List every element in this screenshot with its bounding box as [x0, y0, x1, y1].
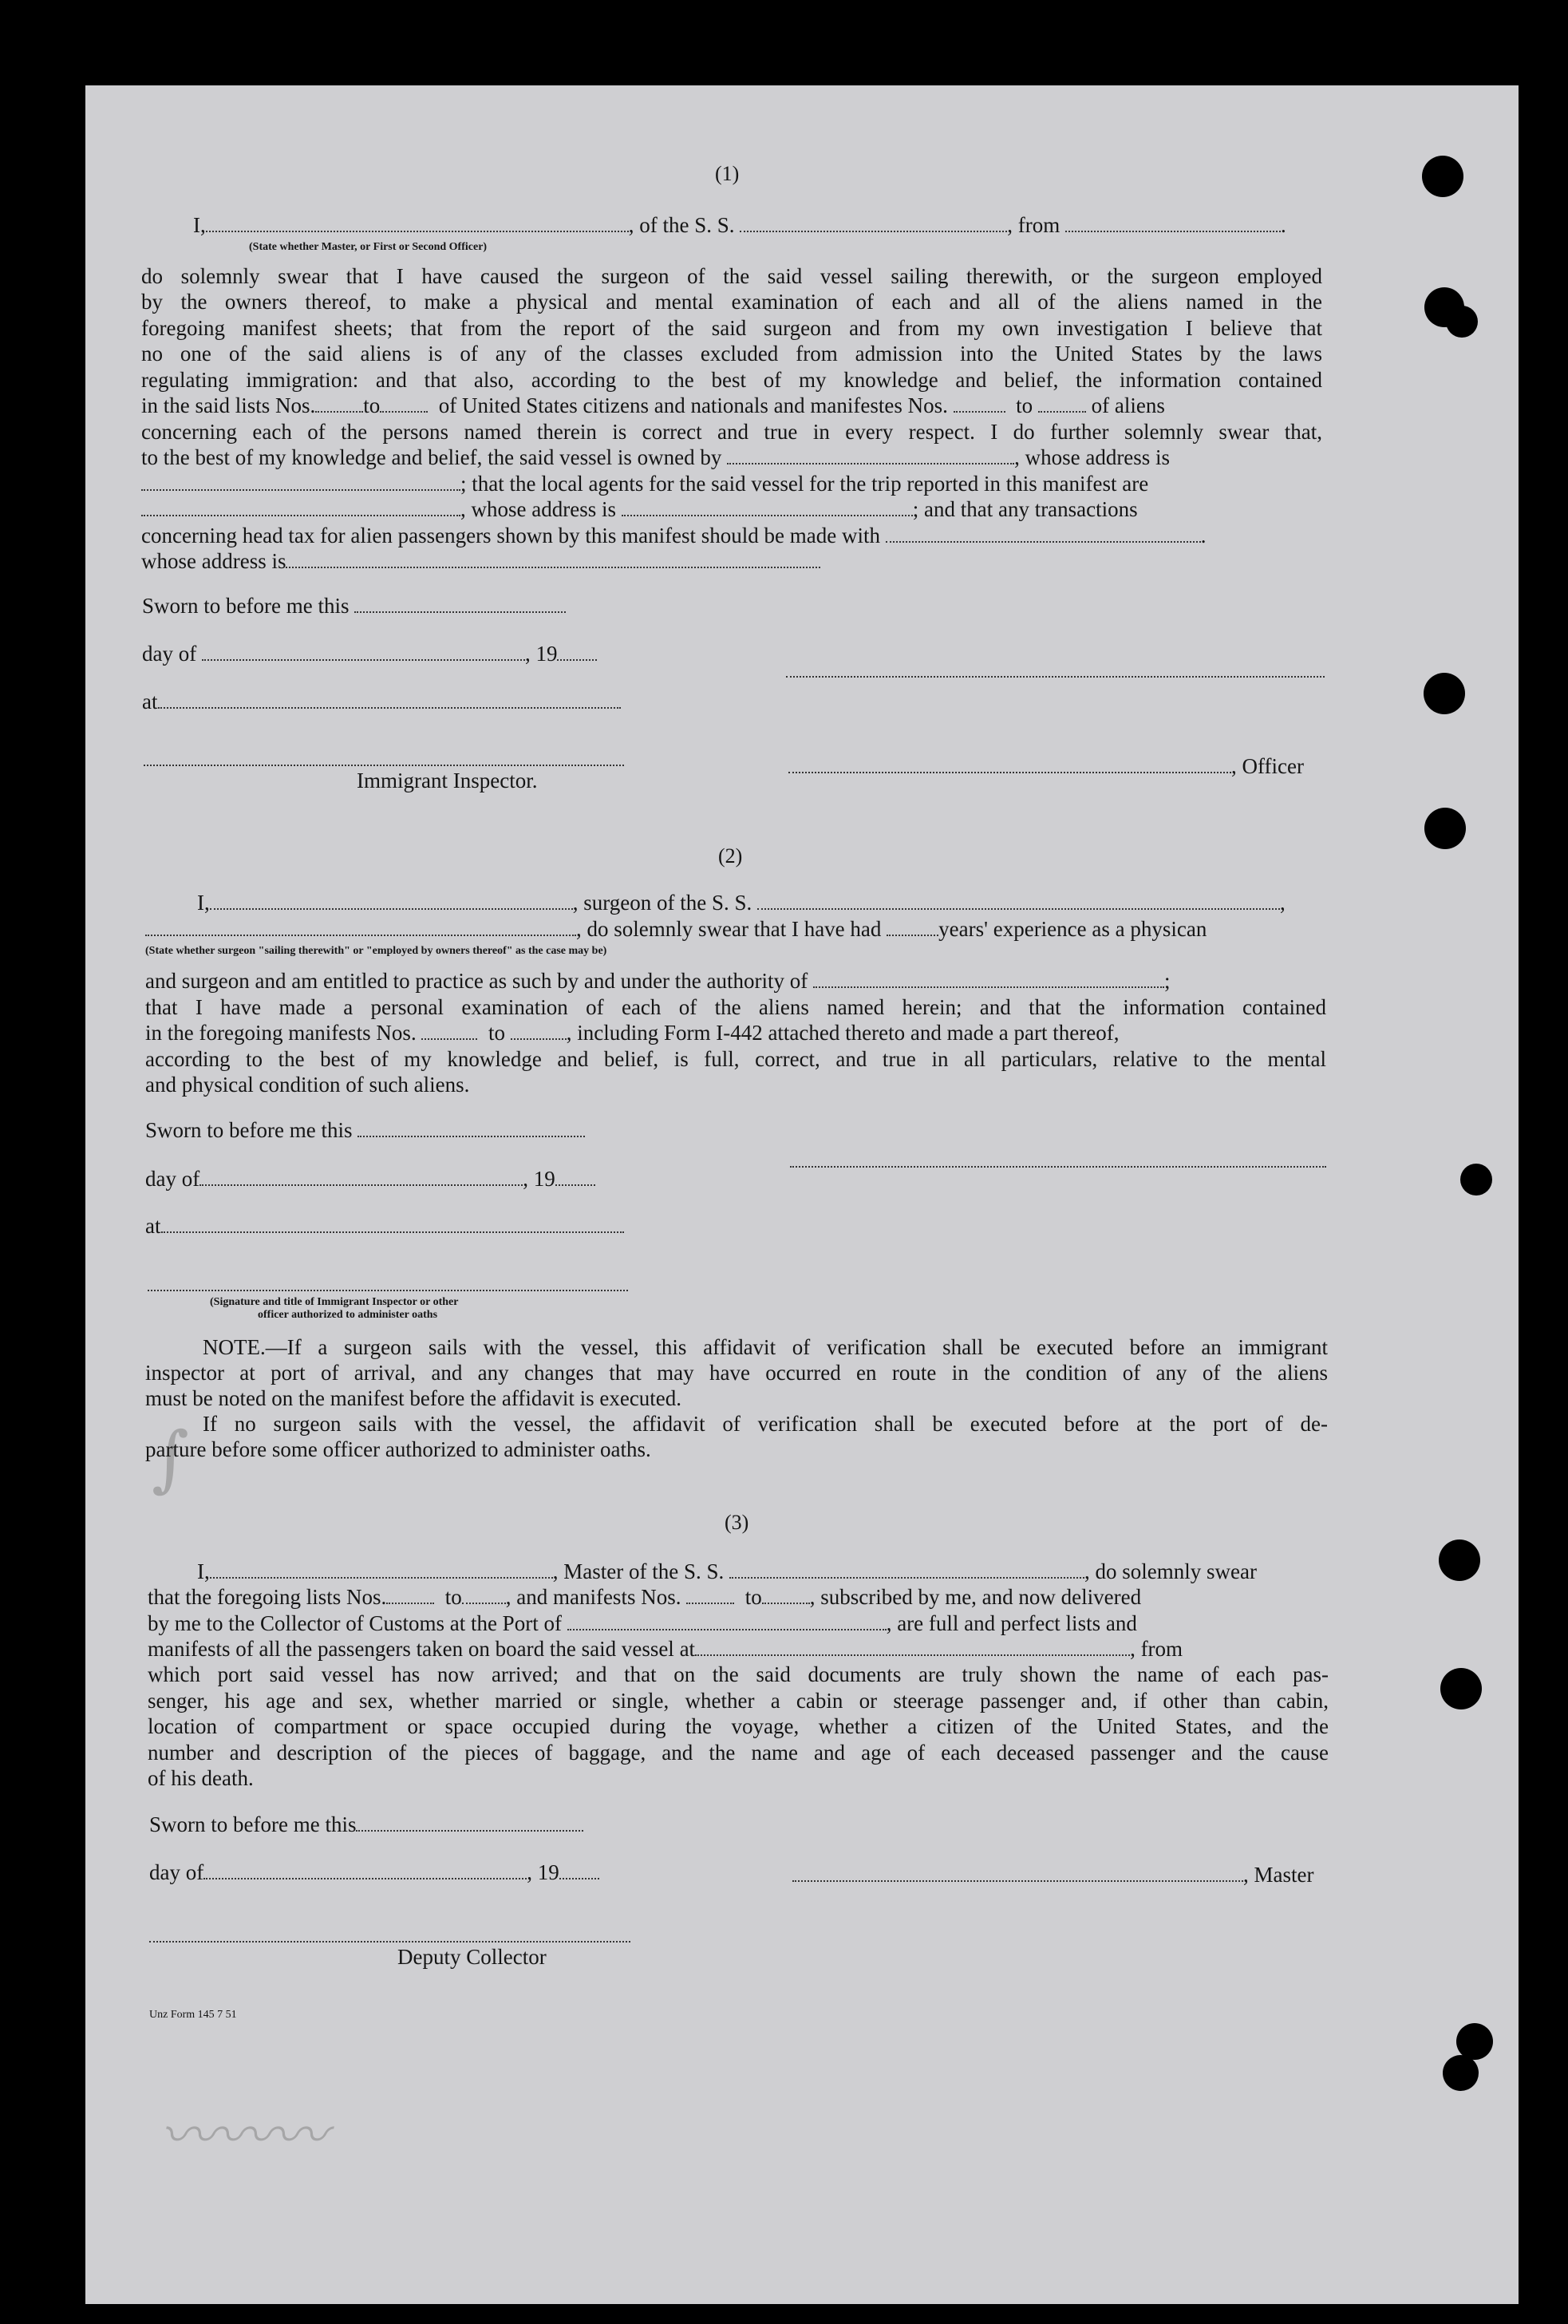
owner-address-field[interactable] — [141, 472, 460, 491]
s3-text: , from — [1130, 1637, 1183, 1661]
s1-para-line: by the owners thereof, to make a physical and mental examination of each and all of the aliens named in the — [141, 290, 1322, 314]
s3-para-line: which port said vessel has now arrived; and that on the said documents are truly shown the name of each pas- — [148, 1662, 1329, 1686]
s1-text: to the best of my knowledge and belief, the said vessel is owned by — [141, 445, 722, 469]
s3-text: , are full and perfect lists and — [886, 1611, 1137, 1635]
s2-at-field[interactable] — [161, 1214, 624, 1233]
s1-headtax-line — [141, 523, 1207, 548]
alien-manifest-to-field[interactable] — [1038, 393, 1086, 413]
punch-hole — [1443, 2055, 1479, 2091]
s2-text: I, — [197, 891, 210, 915]
s1-day-field[interactable] — [202, 642, 525, 661]
s1-para-line: no one of the said aliens is of any of the classes excluded from admission into the United States by the laws — [141, 342, 1322, 366]
master-name-field[interactable] — [206, 213, 629, 232]
s2-status-note: (State whether surgeon "sailing therewith" or "employed by owners thereof" as the case may be) — [145, 945, 607, 957]
s3-text: manifests of all the passengers taken on board the said vessel at — [148, 1637, 696, 1661]
s2-year-field[interactable] — [555, 1167, 595, 1186]
s2-sig-note: (Signature and title of Immigrant Inspector or other — [210, 1296, 459, 1308]
s1-agents-line — [141, 471, 1148, 496]
s1-agents-address-line — [141, 496, 1138, 522]
s1-text: . — [1200, 524, 1207, 547]
s3-text: , do solemnly swear — [1084, 1559, 1257, 1583]
s2-text: to — [488, 1021, 505, 1045]
s3-text: to — [444, 1585, 462, 1609]
section-2-heading: (2) — [718, 844, 743, 868]
headtax-contact-field[interactable] — [886, 524, 1201, 543]
s2-para-line: and physical condition of such aliens. — [145, 1073, 470, 1097]
surgeon-status-field[interactable] — [145, 917, 576, 936]
s1-para-line: foregoing manifest sheets; that from the report of the said surgeon and from my own investigation I believe that — [141, 316, 1322, 340]
s1-at-field[interactable] — [158, 690, 621, 709]
s2-manifest-from-field[interactable] — [421, 1021, 477, 1040]
s3-sworn-field[interactable] — [356, 1812, 583, 1832]
s3-text: Sworn to before me this — [149, 1812, 357, 1836]
citizen-list-to-field[interactable] — [380, 393, 428, 413]
s2-line1 — [197, 890, 1286, 915]
agents-address-field[interactable] — [622, 497, 913, 516]
s2-note-line: parture before some officer authorized to administer oaths. — [145, 1437, 651, 1461]
s1-text: to — [1016, 393, 1033, 417]
s3-lists-line — [148, 1584, 1141, 1610]
s3-year-field[interactable] — [559, 1860, 599, 1879]
s3-manifest-to-field[interactable] — [762, 1585, 810, 1604]
s2-sig-note: officer authorized to administer oaths — [258, 1309, 438, 1321]
s1-sworn-field[interactable] — [354, 594, 566, 613]
s3-master-name-field[interactable] — [210, 1559, 553, 1579]
punch-hole — [1422, 156, 1463, 197]
s3-text: , and manifests Nos. — [505, 1585, 681, 1609]
punch-hole — [1424, 808, 1466, 849]
s3-day-field[interactable] — [203, 1860, 527, 1879]
years-experience-field[interactable] — [887, 917, 938, 936]
surgeon-name-field[interactable] — [210, 891, 573, 910]
s2-text: Sworn to before me this — [145, 1118, 353, 1142]
s1-inspector-caption: Immigrant Inspector. — [357, 769, 538, 792]
form-sheet — [85, 85, 1519, 2304]
s2-text: ; — [1164, 969, 1171, 993]
s3-boarding-line — [148, 1636, 1183, 1662]
s3-master-signature-field[interactable] — [792, 1863, 1243, 1882]
s2-text: , including Form I-442 attached thereto and made a part thereof, — [566, 1021, 1120, 1045]
s1-text: , Officer — [1231, 754, 1304, 778]
section-3-heading: (3) — [725, 1511, 749, 1534]
s3-text: to — [745, 1585, 762, 1609]
s1-text: Sworn to before me this — [142, 594, 350, 618]
s3-text: , subscribed by me, and now delivered — [809, 1585, 1142, 1609]
s2-para-line: according to the best of my knowledge and belief, is full, correct, and true in all particulars, relative to the mental — [145, 1047, 1326, 1071]
s2-day-field[interactable] — [199, 1167, 523, 1186]
s2-sworn-line — [145, 1117, 585, 1143]
s1-text: ; that the local agents for the said vessel for the trip reported in this manifest are — [460, 472, 1149, 496]
section-1-heading: (1) — [715, 162, 740, 185]
s1-text: whose address is — [141, 549, 286, 573]
citizen-list-from-field[interactable] — [315, 393, 363, 413]
s1-text: , whose address is — [460, 497, 616, 521]
s2-authority-line — [145, 968, 1171, 994]
s3-text: day of — [149, 1860, 204, 1884]
s1-officer-sig-upper[interactable] — [786, 676, 1325, 678]
s3-text: by me to the Collector of Customs at the Port of — [148, 1611, 562, 1635]
authority-field[interactable] — [813, 969, 1164, 988]
s2-line2 — [145, 916, 1207, 942]
s2-manifests-line — [145, 1020, 1119, 1045]
s2-note-line: If no surgeon sails with the vessel, the affidavit of verification shall be executed before at the port of de- — [203, 1412, 1328, 1436]
s3-line1 — [197, 1559, 1257, 1584]
agents-field[interactable] — [141, 497, 460, 516]
punch-hole — [1440, 1668, 1482, 1709]
pencil-scribble: 〰〰〰 — [160, 2103, 327, 2168]
s1-para-line: regulating immigration: and that also, according to the best of my knowledge and belief, the information contained — [141, 368, 1322, 392]
s1-officer-note: (State whether Master, or First or Second Officer) — [249, 241, 488, 253]
s2-note-line: NOTE.—If a surgeon sails with the vessel, this affidavit of verification shall be executed before an immigrant — [203, 1335, 1328, 1359]
s1-text: . — [1281, 213, 1286, 237]
s2-surgeon-signature-line[interactable] — [790, 1166, 1326, 1168]
s2-text: and surgeon and am entitled to practice as such by and under the authority of — [145, 969, 808, 993]
s3-list-from-field[interactable] — [386, 1585, 434, 1604]
s2-note-line: inspector at port of arrival, and any changes that may have occurred en route in the condition of any of the aliens — [145, 1361, 1328, 1385]
s3-day-line — [149, 1860, 599, 1885]
s2-day-line — [145, 1166, 595, 1192]
s2-at-line — [145, 1213, 624, 1239]
s1-text: day of — [142, 642, 197, 666]
s1-text: to — [363, 393, 381, 417]
s1-text: concerning head tax for alien passengers shown by this manifest should be made with — [141, 524, 881, 547]
s1-text: , of the S. S. — [628, 213, 735, 237]
owner-field[interactable] — [727, 445, 1014, 464]
s2-text: , do solemnly swear that I have had — [576, 917, 882, 941]
s2-para-line: that I have made a personal examination of each of the aliens named herein; and that the information contained — [145, 995, 1326, 1019]
s1-text: , whose address is — [1014, 445, 1171, 469]
s1-text: ; and that any transactions — [912, 497, 1138, 521]
s2-text: years' experience as a physican — [938, 917, 1207, 941]
s3-sworn-line — [149, 1812, 583, 1837]
s1-year-field[interactable] — [557, 642, 597, 661]
punch-hole — [1439, 1539, 1480, 1581]
s3-collector-signature-line[interactable] — [149, 1941, 630, 1943]
s1-at-line — [142, 689, 621, 714]
punch-hole — [1460, 1164, 1492, 1196]
s3-para-line: location of compartment or space occupied during the voyage, whether a citizen of the United States, and the — [148, 1714, 1329, 1738]
s2-text: , 19 — [523, 1167, 555, 1191]
s1-day-line — [142, 641, 597, 666]
punch-hole — [1424, 673, 1465, 714]
s3-manifest-from-field[interactable] — [686, 1585, 734, 1604]
s3-list-to-field[interactable] — [462, 1585, 506, 1604]
from-port-field[interactable] — [1065, 213, 1281, 232]
pencil-scribble: ∫ — [152, 1417, 189, 1500]
s2-text: , — [1280, 891, 1286, 915]
s1-text: , from — [1007, 213, 1060, 237]
s1-lists-line — [141, 393, 1165, 418]
s2-text: day of — [145, 1167, 200, 1191]
s3-text: I, — [197, 1559, 210, 1583]
form-id: Unz Form 145 7 51 — [149, 2009, 237, 2021]
s3-text: , Master — [1243, 1863, 1314, 1887]
punch-hole — [1446, 306, 1478, 338]
s1-sworn-line — [142, 593, 566, 619]
s1-owner-line — [141, 445, 1170, 470]
s1-officer-line — [788, 753, 1304, 779]
s1-text: , 19 — [524, 642, 558, 666]
s3-text: that the foregoing lists Nos. — [148, 1585, 387, 1609]
s1-inspector-signature-line[interactable] — [144, 765, 624, 766]
s1-headtax-address-line — [141, 548, 820, 574]
s1-para-line: do solemnly swear that I have caused the surgeon of the said vessel sailing therewith, or the surgeon employed — [141, 264, 1322, 288]
s3-para-line: number and description of the pieces of baggage, and the name and age of each deceased passenger and the cause — [148, 1741, 1329, 1765]
s3-ship-name-field[interactable] — [729, 1559, 1084, 1579]
s3-text: , 19 — [527, 1860, 559, 1884]
boarding-port-field[interactable] — [695, 1637, 1130, 1656]
s3-port-line — [148, 1611, 1137, 1636]
ship-name-field[interactable] — [740, 213, 1007, 232]
s1-text: at — [142, 690, 158, 713]
s2-text: at — [145, 1214, 161, 1238]
s1-para-line: concerning each of the persons named therein is correct and true in every respect. I do further solemnly swear that, — [141, 420, 1322, 444]
s3-collector-caption: Deputy Collector — [397, 1945, 547, 1969]
s2-officer-signature-line[interactable] — [148, 1290, 628, 1291]
s3-para-line: of his death. — [148, 1766, 254, 1790]
s1-text: I, — [193, 213, 206, 237]
s2-text: , surgeon of the S. S. — [572, 891, 752, 915]
s1-text: in the said lists Nos. — [141, 393, 316, 417]
s2-ship-name-field[interactable] — [757, 891, 1280, 910]
s1-officer-signature-field[interactable] — [788, 754, 1231, 773]
alien-manifest-from-field[interactable] — [954, 393, 1005, 413]
s3-master-sig-line — [792, 1862, 1313, 1887]
headtax-address-field[interactable] — [286, 549, 820, 568]
s3-para-line: senger, his age and sex, whether married or single, whether a cabin or steerage passenger and, if other than cabin, — [148, 1689, 1329, 1713]
s1-line1 — [193, 212, 1286, 238]
s2-manifest-to-field[interactable] — [511, 1021, 567, 1040]
s3-text: , Master of the S. S. — [552, 1559, 725, 1583]
port-field[interactable] — [567, 1611, 887, 1630]
s2-text: in the foregoing manifests Nos. — [145, 1021, 417, 1045]
s1-text: of aliens — [1091, 393, 1165, 417]
s1-text: of United States citizens and nationals and manifestes Nos. — [438, 393, 948, 417]
s2-note-line: must be noted on the manifest before the affidavit is executed. — [145, 1386, 682, 1410]
s2-sworn-field[interactable] — [357, 1118, 585, 1137]
